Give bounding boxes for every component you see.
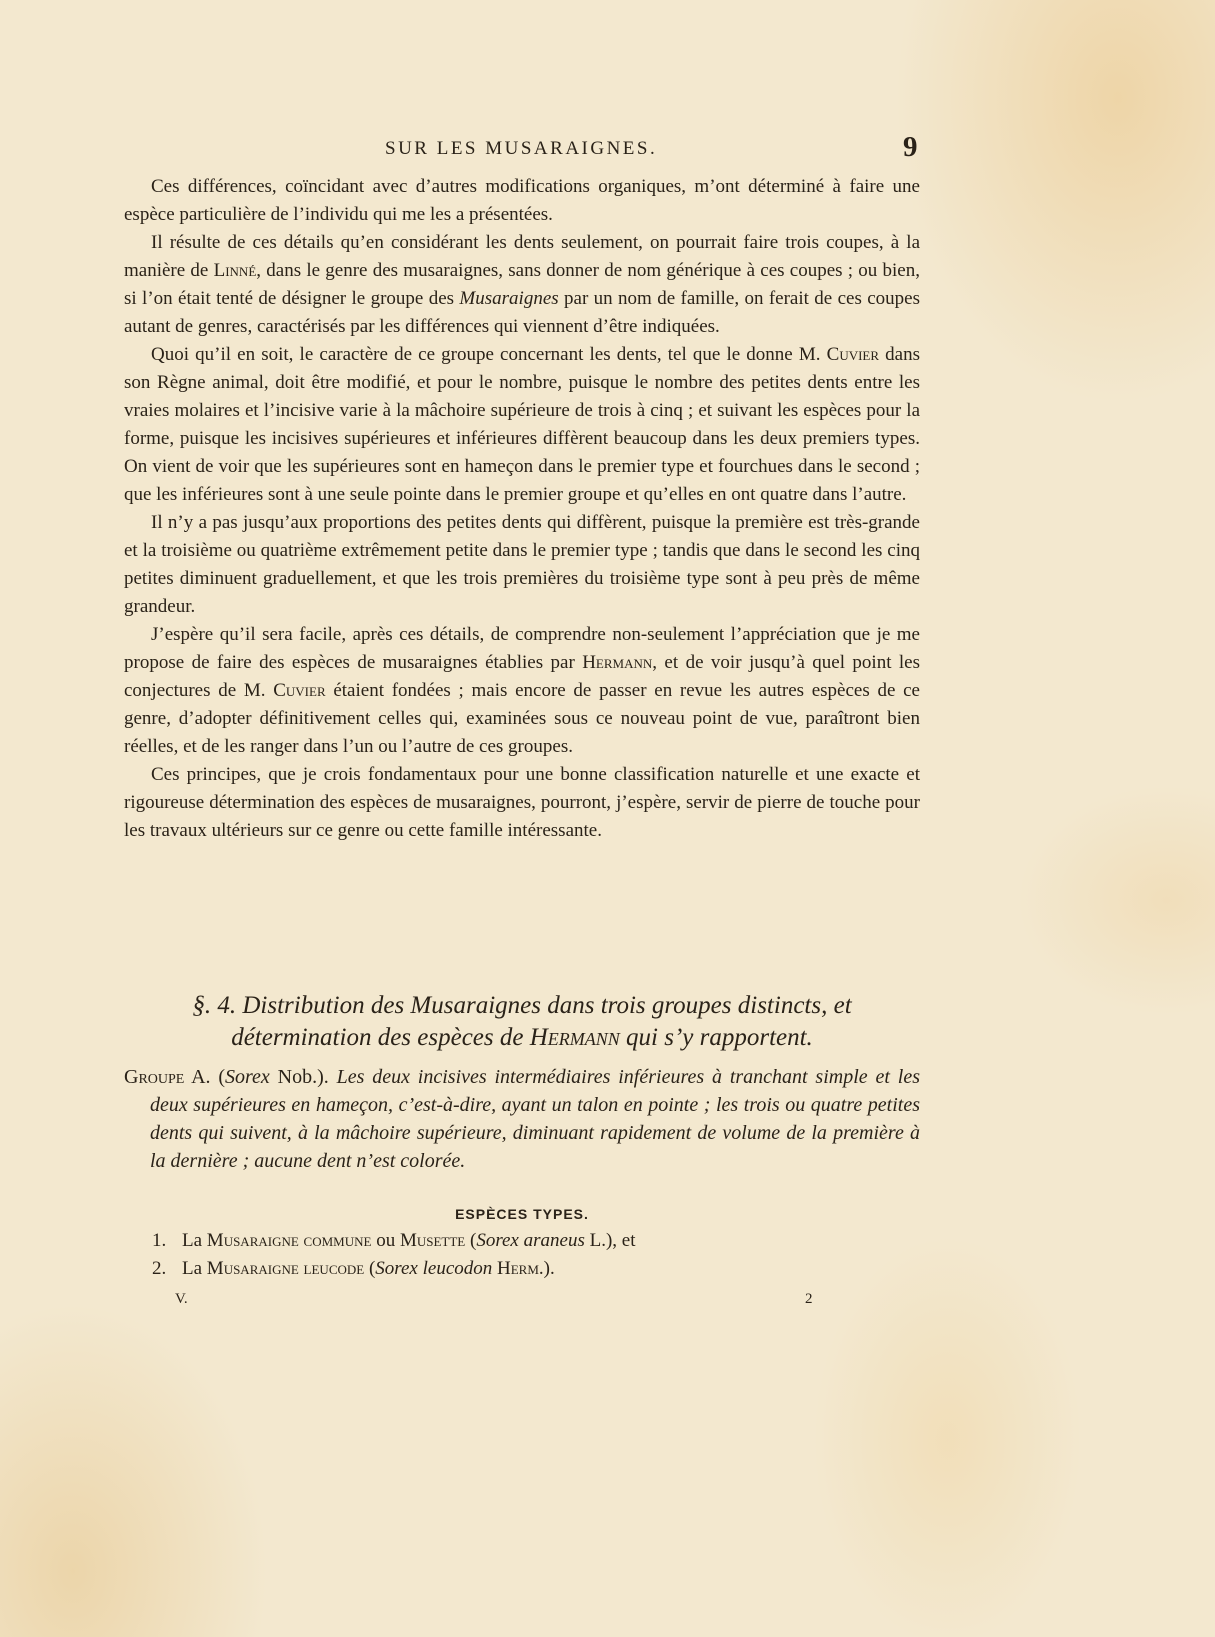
author-name: Hermann [582,652,653,673]
page-number: 9 [903,131,918,163]
author-name: Cuvier [826,344,880,365]
taxon-name: Musaraignes [459,288,559,309]
paragraph: J’espère qu’il sera facile, après ces détails, de comprendre non-seulement l’appréciation que je me propose de faire des espèces de musaraignes établies par Hermann, et de voir jusqu’à quel point les conjectures de M. Cuvier étaient fondées ; mais encore de passer en revue les autres espèces de ce genre, d’adopter définitivement celles qui, examinées sous ce nouveau point de vue, paraîtront bien réelles, et de les ranger dans l’un ou l’autre de ces groupes. [124,624,921,757]
list-item: 2. La Musaraigne leucode (Sorex leucodon Herm.). [152,1258,555,1279]
paragraph: Il n’y a pas jusqu’aux proportions des petites dents qui diffèrent, puisque la première est très-grande et la troisième ou quatrième extrêmement petite dans le premier type ; tandis que dans le second les cinq petites diminuent graduellement, et que les trois premières du troisième type sont à peu près de même grandeur. [124,512,920,617]
author-name: Cuvier [273,680,326,701]
taxon-name: Sorex araneus [476,1230,585,1251]
paragraph: Quoi qu’il en soit, le caractère de ce groupe concernant les dents, tel que le donne M. Cuvier dans son Règne animal, doit être modifié, et pour le nombre, puisque le nombre des petites dents entre les vraies molaires et l’incisive varie à la mâchoire supérieure de trois à cinq ; et suivant les espèces pour la forme, puisque les incisives supérieures et inférieures diffèrent beaucoup dans les deux premiers types. On vient de voir que les supérieures sont en hameçon dans le premier type et fourchues dans le second ; que les inférieures sont à une seule pointe dans le premier groupe et qu’elles en ont quatre dans l’autre. [124,344,920,505]
running-head: SUR LES MUSARAIGNES. [385,138,658,159]
section-heading: §. 4. Distribution des Musaraignes dans trois groupes distincts, et détermination des espèces de Hermann qui s’y rapportent. [192,992,852,1051]
group-description: Groupe A. (Sorex Nob.). Les deux incisives intermédiaires inférieures à tranchant simple et les deux supérieures en hameçon, c’est-à-dire, ayant un talon en pointe ; les trois ou quatre petites dents qui suivent, à la mâchoire supérieure, diminuant rapidement de volume de la première à la dernière ; aucune dent n’est colorée. [124,1066,920,1172]
types-heading: ESPÈCES TYPES. [455,1206,589,1222]
group-diagnosis: Les deux incisives intermédiaires inférieures à tranchant simple et les deux supérieures en hameçon, c’est-à-dire, ayant un talon en pointe ; les trois ou quatre petites dents qui suivent, à la mâchoire supérieure, diminuant rapidement de volume de la première à la dernière ; aucune dent n’est colorée. [150,1066,920,1172]
taxon-name: Sorex [225,1066,270,1088]
list-item: 1. La Musaraigne commune ou Musette (Sorex araneus L.), et [152,1230,636,1251]
signature-mark: 2 [805,1291,813,1307]
taxon-name: Sorex leucodon [375,1258,493,1279]
paragraph: Ces différences, coïncidant avec d’autres modifications organiques, m’ont déterminé à faire une espèce particulière de l’individu qui me les a présentées. [124,176,920,225]
type-species-list [152,1227,912,1283]
group-label: Groupe A. [124,1066,211,1088]
volume-mark: V. [175,1291,188,1307]
author-name: Hermann [529,1024,620,1051]
author-name: Linné [213,260,257,281]
main-text [124,173,920,845]
paragraph: Il résulte de ces détails qu’en considérant les dents seulement, on pourrait faire trois coupes, à la manière de Linné, dans le genre des musaraignes, sans donner de nom générique à ces coupes ; ou bien, si l’on était tenté de désigner le groupe des Musaraignes par un nom de famille, on ferait de ces coupes autant de genres, caractérisés par les différences qui viennent d’être indiquées. [124,232,921,337]
paragraph: Ces principes, que je crois fondamentaux pour une bonne classification naturelle et une exacte et rigoureuse détermination des espèces de musaraignes, pourront, j’espère, servir de pierre de touche pour les travaux ultérieurs sur ce genre ou cette famille intéressante. [124,764,920,841]
